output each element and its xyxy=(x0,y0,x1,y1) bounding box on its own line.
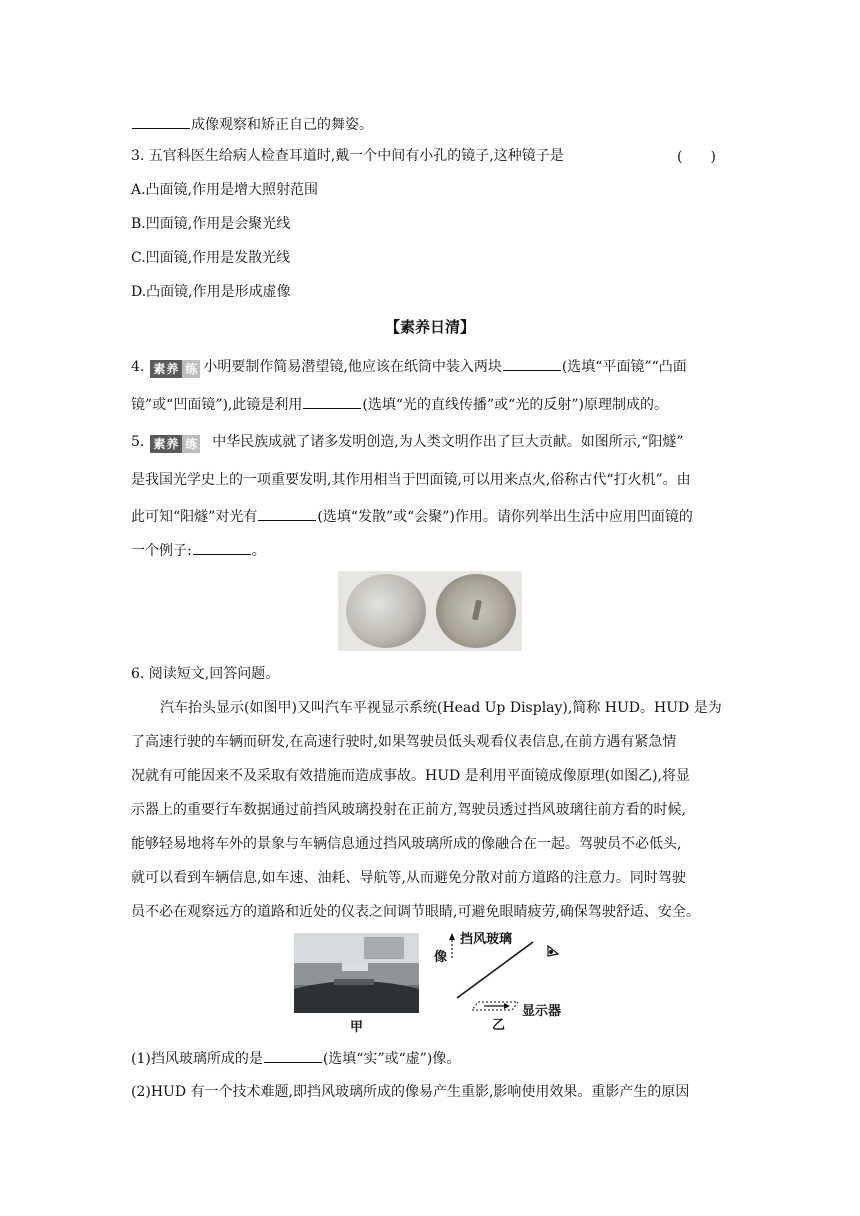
q3-option-d[interactable]: D.凸面镜,作用是形成虚像 xyxy=(131,284,291,300)
answer-blank[interactable] xyxy=(264,1048,322,1063)
yangsui-photo xyxy=(338,571,522,651)
display-label: 显示器 xyxy=(522,1004,562,1019)
answer-blank[interactable] xyxy=(503,356,561,371)
q3-option-b[interactable]: B.凹面镜,作用是会聚光线 xyxy=(131,216,291,232)
q6-para-line-3: 况就有可能因来不及采取有效措施而造成事故。HUD 是利用平面镜成像原理(如图乙),将显 xyxy=(131,768,691,784)
q6-para-line-7: 员不必在观察远方的道路和近处的仪表之间调节眼睛,可避免眼睛疲劳,确保驾驶舒适、安全。 xyxy=(131,904,700,920)
q6-para-line-6: 就可以看到车辆信息,如车速、油耗、导航等,从而避免分散对前方道路的注意力。同时驾驶 xyxy=(131,870,686,886)
windshield-label: 挡风玻璃 xyxy=(460,932,513,947)
q4-line-2: 镜”或“凹面镜”),此镜是利用 (选填“光的直线传播”或“光的反射”)原理制成的。 xyxy=(131,394,738,415)
q6-para-line-2: 了高速行驶的车辆而研发,在高速行驶时,如果驾驶员低头观看仪表信息,在前方遇有紧急情 xyxy=(131,734,677,750)
q6-para-line-5: 能够轻易地将车外的景象与车辆信息通过挡风玻璃所成的像融合在一起。驾驶员不必低头, xyxy=(131,836,682,852)
q6-sub-2: (2)HUD 有一个技术难题,即挡风玻璃所成的像易产生重影,影响使用效果。重影产生的原因 xyxy=(131,1084,690,1100)
practice-badge-icon: 素养 练 xyxy=(150,360,200,378)
q3-stem: 3. 五官科医生给病人检查耳道时,戴一个中间有小孔的镜子,这种镜子是 xyxy=(131,148,564,164)
image-label: 像 xyxy=(434,950,448,965)
practice-badge-icon: 素养 练 xyxy=(150,435,200,453)
answer-blank[interactable] xyxy=(132,114,190,129)
answer-blank[interactable] xyxy=(193,540,251,555)
figure-a-caption: 甲 xyxy=(350,1020,364,1035)
q3-answer-paren[interactable]: ( ) xyxy=(677,149,716,165)
figure-b-caption: 乙 xyxy=(492,1018,506,1033)
q6-para-line-4: 示器上的重要行车数据通过前挡风玻璃投射在正前方,驾驶员透过挡风玻璃往前方看的时候, xyxy=(131,802,686,818)
q3-option-c[interactable]: C.凹面镜,作用是发散光线 xyxy=(131,250,291,266)
hud-diagram xyxy=(430,928,580,1033)
q4-line-1: 4. 素养 练 小明要制作简易潜望镜,他应该在纸筒中装入两块 (选填“平面镜”“凸面 xyxy=(131,356,738,378)
q5-line-3: 此可知“阳燧”对光有 (选填“发散”或“会聚”)作用。请你列举出生活中应用凹面镜的 xyxy=(131,506,738,527)
q6-para-line-1: 汽车抬头显示(如图甲)又叫汽车平视显示系统(Head Up Display),简称 HUD。HUD 是为 xyxy=(160,700,722,716)
q5-line-2: 是我国光学史上的一项重要发明,其作用相当于凹面镜,可以用来点火,俗称古代“打火机”。由 xyxy=(131,472,691,488)
hud-dashboard-photo xyxy=(294,933,419,1013)
q6-sub-1: (1)挡风玻璃所成的是 (选填“实”或“虚”)像。 xyxy=(131,1048,738,1069)
q2-tail: 成像观察和矫正自己的舞姿。 xyxy=(131,114,738,135)
answer-blank[interactable] xyxy=(258,506,316,521)
bronze-mirror-back xyxy=(436,574,516,648)
q5-line-4: 一个例子: 。 xyxy=(131,540,738,561)
q5-line-1: 5. 素养 练 中华民族成就了诸多发明创造,为人类文明作出了巨大贡献。如图所示,“阳燧” xyxy=(131,434,684,451)
bronze-mirror-front xyxy=(346,574,426,648)
q6-stem: 6. 阅读短文,回答问题。 xyxy=(131,666,280,682)
section-title: 【素养日清】 xyxy=(384,318,475,336)
answer-blank[interactable] xyxy=(303,394,361,409)
q3-option-a[interactable]: A.凸面镜,作用是增大照射范围 xyxy=(131,182,319,198)
